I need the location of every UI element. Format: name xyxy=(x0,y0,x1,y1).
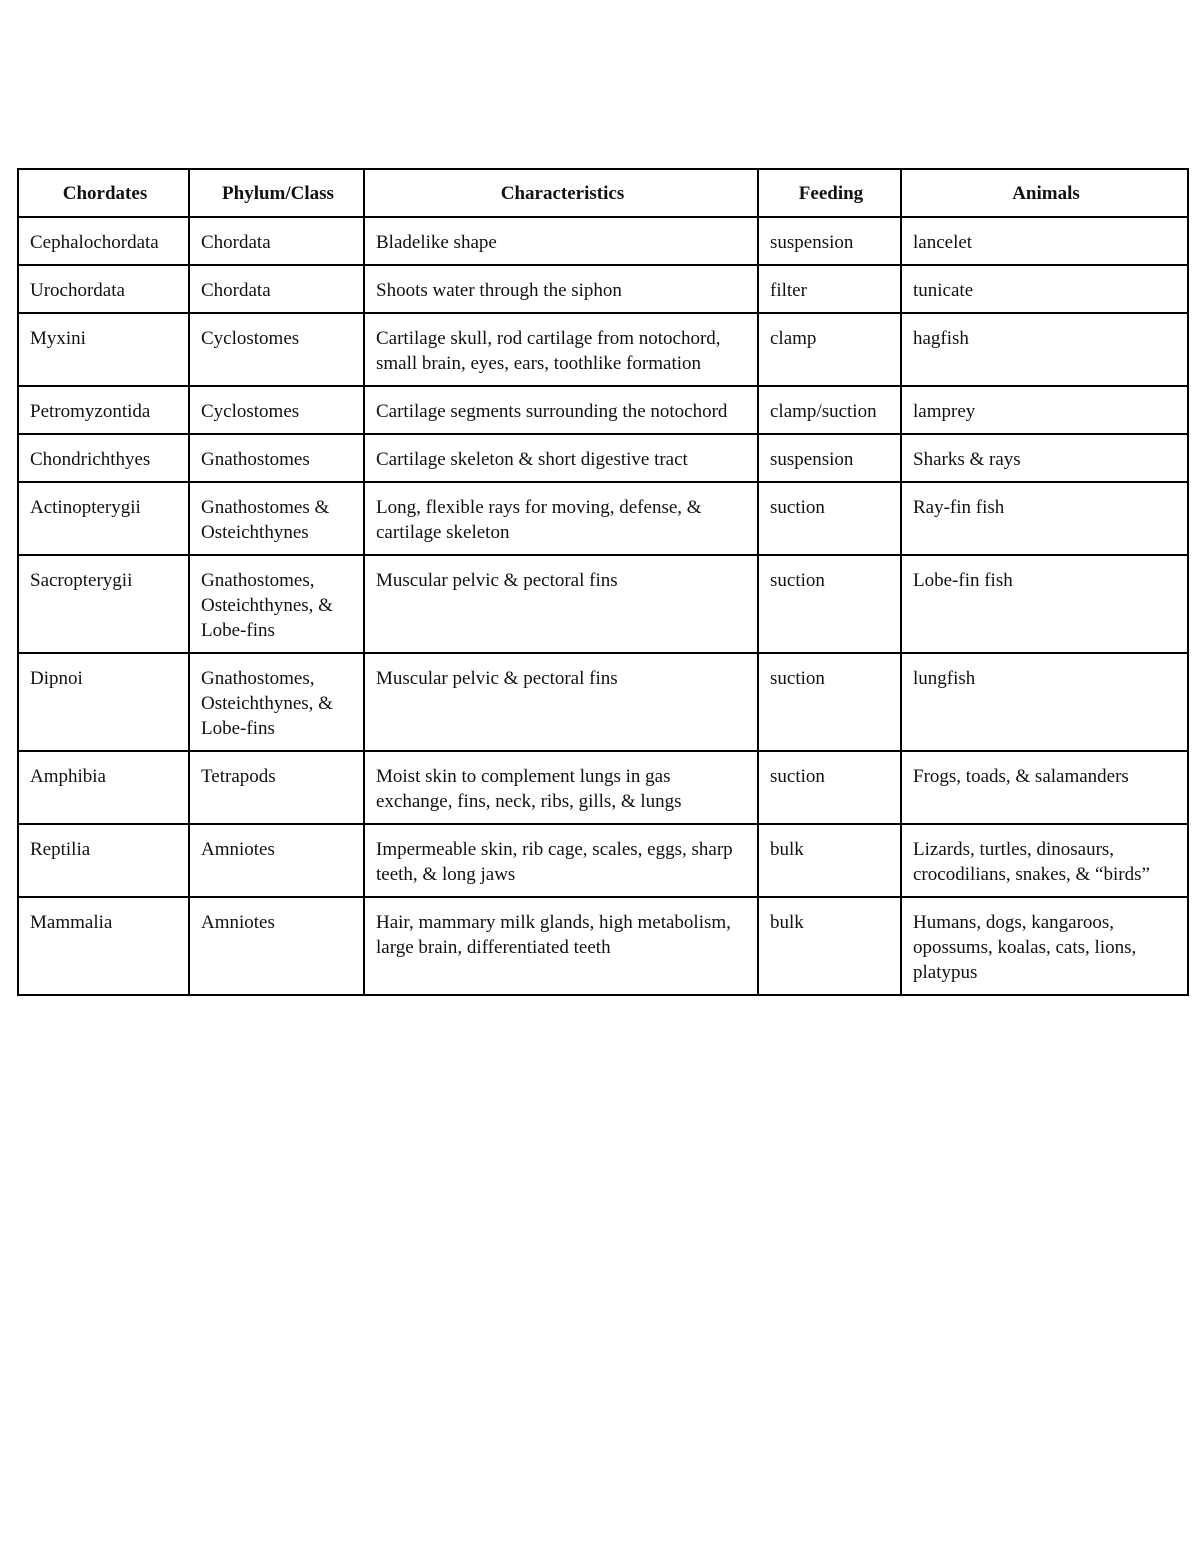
feeding-cell: suction xyxy=(758,555,901,653)
characteristics-cell: Shoots water through the siphon xyxy=(364,265,758,313)
animals-cell: lamprey xyxy=(901,386,1188,434)
chordate-cell: Myxini xyxy=(18,313,189,386)
feeding-cell: clamp/suction xyxy=(758,386,901,434)
feeding-cell: suction xyxy=(758,653,901,751)
phylum-class-cell: Gnathostomes & Osteichthynes xyxy=(189,482,364,555)
characteristics-cell: Cartilage skeleton & short digestive tract xyxy=(364,434,758,482)
characteristics-cell: Long, flexible rays for moving, defense, & cartilage skeleton xyxy=(364,482,758,555)
feeding-cell: clamp xyxy=(758,313,901,386)
phylum-class-cell: Gnathostomes xyxy=(189,434,364,482)
table-row xyxy=(18,386,1188,434)
feeding-cell: suspension xyxy=(758,217,901,265)
table-row xyxy=(18,482,1188,555)
animals-cell: Frogs, toads, & salamanders xyxy=(901,751,1188,824)
table-row xyxy=(18,217,1188,265)
header-row xyxy=(18,169,1188,217)
table-body xyxy=(18,217,1188,995)
chordate-cell: Chondrichthyes xyxy=(18,434,189,482)
characteristics-cell: Muscular pelvic & pectoral fins xyxy=(364,555,758,653)
table-row xyxy=(18,313,1188,386)
phylum-class-cell: Gnathostomes, Osteichthynes, & Lobe-fins xyxy=(189,653,364,751)
phylum-class-cell: Gnathostomes, Osteichthynes, & Lobe-fins xyxy=(189,555,364,653)
chordate-cell: Dipnoi xyxy=(18,653,189,751)
phylum-class-cell: Chordata xyxy=(189,265,364,313)
header-animals: Animals xyxy=(901,169,1188,217)
characteristics-cell: Hair, mammary milk glands, high metabolism, large brain, differentiated teeth xyxy=(364,897,758,995)
animals-cell: tunicate xyxy=(901,265,1188,313)
animals-cell: Lobe-fin fish xyxy=(901,555,1188,653)
chordate-cell: Urochordata xyxy=(18,265,189,313)
animals-cell: Ray-fin fish xyxy=(901,482,1188,555)
chordate-table xyxy=(17,168,1189,996)
table-row xyxy=(18,265,1188,313)
feeding-cell: bulk xyxy=(758,824,901,897)
animals-cell: Sharks & rays xyxy=(901,434,1188,482)
phylum-class-cell: Tetrapods xyxy=(189,751,364,824)
phylum-class-cell: Cyclostomes xyxy=(189,313,364,386)
feeding-cell: suction xyxy=(758,482,901,555)
chordate-cell: Sacropterygii xyxy=(18,555,189,653)
characteristics-cell: Cartilage segments surrounding the notochord xyxy=(364,386,758,434)
phylum-class-cell: Amniotes xyxy=(189,897,364,995)
characteristics-cell: Bladelike shape xyxy=(364,217,758,265)
header-chordates: Chordates xyxy=(18,169,189,217)
table-row xyxy=(18,555,1188,653)
feeding-cell: suspension xyxy=(758,434,901,482)
animals-cell: Lizards, turtles, dinosaurs, crocodilians, snakes, & “birds” xyxy=(901,824,1188,897)
animals-cell: lungfish xyxy=(901,653,1188,751)
header-feeding: Feeding xyxy=(758,169,901,217)
animals-cell: hagfish xyxy=(901,313,1188,386)
chordate-cell: Actinopterygii xyxy=(18,482,189,555)
characteristics-cell: Cartilage skull, rod cartilage from notochord, small brain, eyes, ears, toothlike formation xyxy=(364,313,758,386)
table-header xyxy=(18,169,1188,217)
table-row xyxy=(18,434,1188,482)
characteristics-cell: Muscular pelvic & pectoral fins xyxy=(364,653,758,751)
characteristics-cell: Impermeable skin, rib cage, scales, eggs, sharp teeth, & long jaws xyxy=(364,824,758,897)
characteristics-cell: Moist skin to complement lungs in gas exchange, fins, neck, ribs, gills, & lungs xyxy=(364,751,758,824)
table-row xyxy=(18,751,1188,824)
chordate-cell: Reptilia xyxy=(18,824,189,897)
chordate-cell: Petromyzontida xyxy=(18,386,189,434)
feeding-cell: bulk xyxy=(758,897,901,995)
table-row xyxy=(18,653,1188,751)
chordate-cell: Mammalia xyxy=(18,897,189,995)
phylum-class-cell: Amniotes xyxy=(189,824,364,897)
header-characteristics: Characteristics xyxy=(364,169,758,217)
animals-cell: lancelet xyxy=(901,217,1188,265)
header-phylum-class: Phylum/Class xyxy=(189,169,364,217)
animals-cell: Humans, dogs, kangaroos, opossums, koalas, cats, lions, platypus xyxy=(901,897,1188,995)
phylum-class-cell: Cyclostomes xyxy=(189,386,364,434)
table-row xyxy=(18,897,1188,995)
feeding-cell: suction xyxy=(758,751,901,824)
feeding-cell: filter xyxy=(758,265,901,313)
table-row xyxy=(18,824,1188,897)
chordate-cell: Amphibia xyxy=(18,751,189,824)
phylum-class-cell: Chordata xyxy=(189,217,364,265)
chordate-cell: Cephalochordata xyxy=(18,217,189,265)
